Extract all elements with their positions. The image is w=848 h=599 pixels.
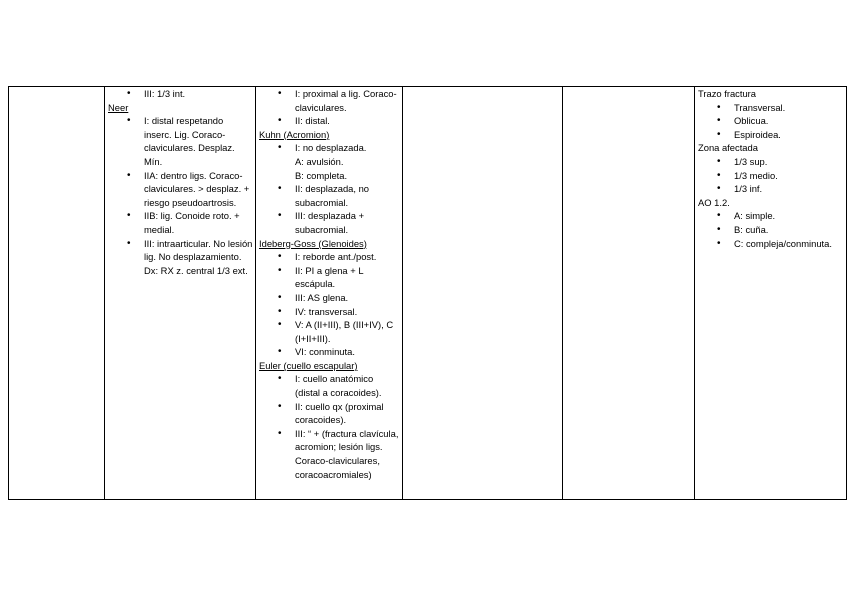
list-item: • III: AS glena.	[259, 291, 400, 305]
list-item: • III: “ + (fractura clavícula, acromion; lesión ligs. Coraco-claviculares, coracoacromiales)	[259, 427, 400, 481]
list-item: • IIB: lig. Conoide roto. + medial.	[108, 209, 253, 236]
list-item: • V: A (II+III), B (III+IV), C (I+II+III).	[259, 318, 400, 345]
list-item: • Oblicua.	[698, 114, 844, 128]
list-item: • VI: conminuta.	[259, 345, 400, 359]
list-item-line: • I: no desplazada.	[295, 142, 367, 154]
list-item: • II: cuello qx (proximal coracoides).	[259, 400, 400, 427]
list-item: • 1/3 inf.	[698, 182, 844, 196]
list-item	[259, 141, 400, 182]
table-row	[9, 87, 847, 500]
ao-heading: AO 1.2.	[698, 196, 730, 208]
list-item: • Transversal.	[698, 101, 844, 115]
list-item: • I: cuello anatómico (distal a coracoides).	[259, 372, 400, 399]
cell-col5	[563, 87, 695, 500]
neer-list	[108, 114, 253, 277]
cell-col6	[695, 87, 847, 500]
list-item-line: A: avulsión.	[295, 155, 344, 167]
list-item: • I: proximal a lig. Coraco-claviculares.	[259, 87, 400, 114]
list-item: • II: PI a glena + L escápula.	[259, 264, 400, 291]
kuhn-list	[259, 141, 400, 236]
cell-col1	[9, 87, 105, 500]
ideberg-heading: Ideberg-Goss (Glenoides)	[259, 237, 367, 249]
ideberg-list	[259, 250, 400, 359]
cell-col2	[105, 87, 256, 500]
list-item: • III: intraarticular. No lesión lig. No desplazamiento. Dx: RX z. central 1/3 ext.	[108, 237, 253, 278]
trazo-list	[698, 101, 844, 142]
neer-heading: Neer	[108, 101, 129, 113]
list-item: • B: cuña.	[698, 223, 844, 237]
list-item: • I: reborde ant./post.	[259, 250, 400, 264]
list-item: • Espiroidea.	[698, 128, 844, 142]
list-item: • II: distal.	[259, 114, 400, 128]
euler-heading: Euler (cuello escapular)	[259, 359, 358, 371]
list-item: • IV: transversal.	[259, 305, 400, 319]
zona-list	[698, 155, 844, 196]
list-item: • 1/3 medio.	[698, 169, 844, 183]
list-item: • C: compleja/conminuta.	[698, 237, 844, 251]
cell-col3	[256, 87, 403, 500]
cell-col4	[403, 87, 563, 500]
trazo-heading: Trazo fractura	[698, 88, 757, 99]
kuhn-heading: Kuhn (Acromion)	[259, 128, 330, 140]
euler-list	[259, 372, 400, 481]
list-item: • II: desplazada, no subacromial.	[259, 182, 400, 209]
list-item: • 1/3 sup.	[698, 155, 844, 169]
list-item: • IIA: dentro ligs. Coraco-claviculares. > desplaz. + riesgo pseudoartrosis.	[108, 169, 253, 210]
list-item: • III: 1/3 int.	[108, 87, 253, 101]
list-item: • III: desplazada + subacromial.	[259, 209, 400, 236]
list-item: • A: simple.	[698, 209, 844, 223]
ao-list	[698, 209, 844, 250]
list-item-line: B: completa.	[295, 169, 348, 181]
zona-heading: Zona afectada	[698, 142, 758, 154]
list-item: • I: distal respetando inserc. Lig. Coraco-claviculares. Desplaz. Mín.	[108, 114, 253, 168]
document-table	[8, 86, 847, 500]
